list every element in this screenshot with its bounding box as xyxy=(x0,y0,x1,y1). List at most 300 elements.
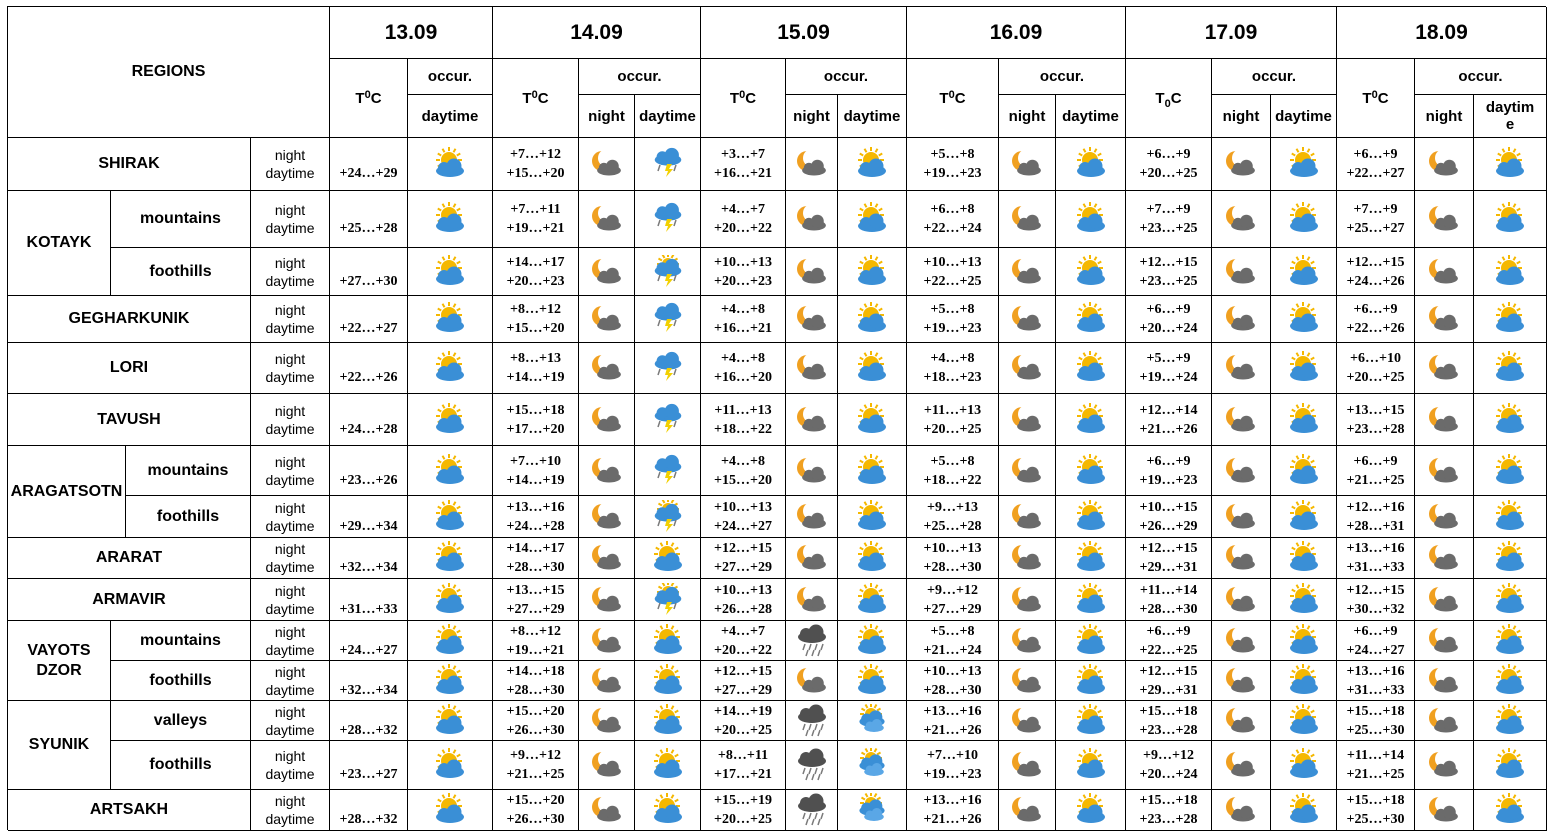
daytime-icon-16.09-cell xyxy=(1056,741,1126,790)
temp-13.09 xyxy=(330,496,408,538)
night-temp: +14…+17 xyxy=(506,541,565,556)
day-temp: +23…+26 xyxy=(339,472,398,488)
sun-cloud-icon xyxy=(1073,500,1109,534)
day-temp: +21…+24 xyxy=(923,642,982,658)
night-temp: +4…+7 xyxy=(721,202,765,217)
night-icon-17.09-cell xyxy=(1212,394,1271,446)
sun-cloud-icon xyxy=(854,202,890,236)
subregion-mountains xyxy=(111,621,251,661)
daytime-period-label: daytime xyxy=(265,165,315,181)
day-temp: +27…+29 xyxy=(506,601,565,617)
night-period-label: night xyxy=(274,623,306,640)
night-temp: +4…+7 xyxy=(721,623,765,639)
day-temp: +24…+27 xyxy=(1346,642,1405,658)
night-temp-blank xyxy=(367,662,371,681)
daytime-icon-16.09-cell xyxy=(1056,248,1126,296)
daytime-icon-13.09-cell xyxy=(408,701,493,741)
temp-15.09 xyxy=(701,538,786,579)
sun-cloud-icon xyxy=(1492,403,1528,437)
moon-cloud-icon xyxy=(1009,403,1045,437)
daytime-icon-15.09-cell xyxy=(838,343,907,394)
daytime-period-label: daytime xyxy=(265,721,315,738)
sun-cloud-icon xyxy=(1073,454,1109,488)
temp-18.09 xyxy=(1337,343,1415,394)
sun-cloud-icon xyxy=(432,147,468,181)
temp-13.09 xyxy=(330,741,408,790)
night-temp-blank xyxy=(367,622,371,641)
day-temp: +28…+30 xyxy=(1139,601,1198,617)
night-temp-blank xyxy=(367,498,371,517)
moon-cloud-icon xyxy=(1223,624,1259,658)
daytime-icon-18.09-cell xyxy=(1474,248,1547,296)
day-temp: +21…+25 xyxy=(1346,767,1405,782)
thunderstorm-icon xyxy=(650,147,686,181)
night-period-label: night xyxy=(274,302,306,318)
day-temp: +21…+26 xyxy=(1139,421,1198,437)
temp-18.09 xyxy=(1337,248,1415,296)
sun-cloud-icon xyxy=(1492,793,1528,827)
temp-18.09 xyxy=(1337,538,1415,579)
day-temp: +28…+30 xyxy=(923,560,982,575)
sun-cloud-icon xyxy=(854,255,890,289)
day-temp: +14…+19 xyxy=(506,370,565,385)
region-name-part: VAYOTS xyxy=(27,641,91,659)
subregion-name: foothills xyxy=(156,507,220,525)
day-temp: +27…+29 xyxy=(714,682,772,698)
daytime-icon-16.09-cell xyxy=(1056,496,1126,538)
period-labels xyxy=(251,661,330,701)
night-icon-15.09-cell xyxy=(786,701,838,741)
thunderstorm-icon xyxy=(650,403,686,437)
temperature-header xyxy=(701,59,786,138)
night-icon-14.09-cell xyxy=(579,248,635,296)
sun-cloud-icon xyxy=(1492,624,1528,658)
day-temp: +23…+28 xyxy=(1346,421,1405,437)
day-temp: +28…+30 xyxy=(506,682,565,698)
occurrence-label: occur. xyxy=(1039,68,1085,85)
moon-cloud-icon xyxy=(1223,403,1259,437)
daytime-period-label: daytime xyxy=(265,369,315,385)
night-icon-16.09-cell xyxy=(999,790,1056,831)
night-period-label: night xyxy=(274,793,306,809)
sun-cloud-icon xyxy=(1286,748,1322,782)
moon-cloud-icon xyxy=(794,403,830,437)
day-temp: +25…+27 xyxy=(1346,221,1405,236)
night-temp: +8…+12 xyxy=(510,623,561,639)
day-temp: +22…+25 xyxy=(1139,642,1198,658)
night-column-header xyxy=(1212,95,1271,138)
day-temp: +26…+30 xyxy=(506,722,565,738)
moon-cloud-icon xyxy=(1009,255,1045,289)
night-temp: +8…+13 xyxy=(510,351,561,366)
night-temp: +15…+18 xyxy=(1139,793,1198,808)
daytime-icon-18.09-cell xyxy=(1474,621,1547,661)
daytime-icon-14.09-cell xyxy=(635,538,701,579)
temp-18.09 xyxy=(1337,790,1415,831)
night-temp: +11…+14 xyxy=(1139,582,1198,598)
moon-cloud-icon xyxy=(1009,500,1045,534)
daytime-icon-15.09-cell xyxy=(838,741,907,790)
night-icon-14.09-cell xyxy=(579,138,635,191)
temp-14.09 xyxy=(493,296,579,343)
temp-15.09 xyxy=(701,191,786,248)
day-temp: +20…+24 xyxy=(1139,321,1198,336)
night-icon-14.09-cell xyxy=(579,394,635,446)
sun-cloud-icon xyxy=(1492,351,1528,385)
daytime-period-label: daytime xyxy=(265,559,315,575)
sun-cloud-icon xyxy=(854,454,890,488)
daytime-label: daytime xyxy=(1062,107,1119,125)
day-temp: +20…+23 xyxy=(714,273,772,289)
moon-cloud-icon xyxy=(1009,704,1045,738)
night-temp: +15…+18 xyxy=(1346,793,1405,808)
sun-cloud-icon xyxy=(1073,704,1109,738)
moon-cloud-icon xyxy=(1223,664,1259,698)
sun-cloud-icon xyxy=(1492,147,1528,181)
moon-cloud-icon xyxy=(1009,793,1045,827)
night-temp-blank xyxy=(367,791,371,810)
temp-15.09 xyxy=(701,138,786,191)
daytime-icon-15.09-cell xyxy=(838,296,907,343)
day-temp: +29…+34 xyxy=(339,518,398,534)
daytime-icon-18.09-cell xyxy=(1474,661,1547,701)
night-icon-14.09-cell xyxy=(579,191,635,248)
region-name: ARMAVIR xyxy=(92,590,166,608)
period-labels xyxy=(251,496,330,538)
daytime-column-header xyxy=(1271,95,1337,138)
temperature-header xyxy=(493,59,579,138)
rain-cloud-icon xyxy=(794,624,830,658)
region-lori xyxy=(8,343,251,394)
moon-cloud-icon xyxy=(1223,500,1259,534)
night-temp: +6…+9 xyxy=(1353,302,1398,317)
night-temp: +7…+12 xyxy=(510,147,561,162)
moon-cloud-icon xyxy=(589,147,625,181)
region-shirak xyxy=(8,138,251,191)
night-icon-18.09-cell xyxy=(1415,446,1474,496)
moon-cloud-icon xyxy=(1009,748,1045,782)
period-labels xyxy=(251,296,330,343)
temp-15.09 xyxy=(701,296,786,343)
daytime-icon-13.09-cell xyxy=(408,579,493,621)
date-header-15.09 xyxy=(701,7,907,59)
temp-18.09 xyxy=(1337,661,1415,701)
night-icon-18.09-cell xyxy=(1415,191,1474,248)
day-temp: +29…+31 xyxy=(1139,682,1198,698)
sun-cloud-icon xyxy=(650,541,686,575)
daytime-icon-18.09-cell xyxy=(1474,138,1547,191)
daytime-period-label: daytime xyxy=(265,600,315,617)
temp-17.09 xyxy=(1126,538,1212,579)
temperature-unit: $T^0C$ xyxy=(729,88,757,107)
night-temp: +4…+8 xyxy=(721,302,765,317)
sun-cloud-icon xyxy=(854,403,890,437)
night-temp: +6…+10 xyxy=(1350,351,1401,366)
night-temp: +12…+15 xyxy=(714,663,772,679)
day-temp: +25…+28 xyxy=(339,221,398,236)
daytime-icon-14.09-cell xyxy=(635,248,701,296)
date-header-17.09 xyxy=(1126,7,1337,59)
day-temp: +23…+25 xyxy=(1139,273,1198,289)
daytime-label: daytime xyxy=(843,107,901,125)
moon-cloud-icon xyxy=(1426,454,1462,488)
night-period-label: night xyxy=(274,748,306,764)
temp-17.09 xyxy=(1126,138,1212,191)
night-icon-18.09-cell xyxy=(1415,538,1474,579)
sun-cloud-rain-icon xyxy=(854,748,890,782)
night-period-label: night xyxy=(274,254,306,271)
subregion-foothills xyxy=(111,661,251,701)
temp-18.09 xyxy=(1337,138,1415,191)
night-label: night xyxy=(1222,107,1260,125)
daytime-icon-18.09-cell xyxy=(1474,296,1547,343)
temp-14.09 xyxy=(493,191,579,248)
night-icon-18.09-cell xyxy=(1415,248,1474,296)
sun-cloud-icon xyxy=(1492,202,1528,236)
moon-cloud-icon xyxy=(794,583,830,617)
daytime-label: daytime xyxy=(639,107,696,125)
daytime-icon-14.09-cell xyxy=(635,191,701,248)
sun-cloud-icon xyxy=(854,302,890,336)
temp-18.09 xyxy=(1337,496,1415,538)
region-gegharkunik xyxy=(8,296,251,343)
date-label: 18.09 xyxy=(1415,20,1468,44)
region-artsakh xyxy=(8,790,251,831)
daytime-icon-14.09-cell xyxy=(635,661,701,701)
moon-cloud-icon xyxy=(794,500,830,534)
daytime-icon-17.09-cell xyxy=(1271,191,1337,248)
temp-18.09 xyxy=(1337,701,1415,741)
temp-16.09 xyxy=(907,661,999,701)
sun-cloud-icon xyxy=(1073,664,1109,698)
occurrence-header xyxy=(408,59,493,95)
temp-18.09 xyxy=(1337,191,1415,248)
period-labels xyxy=(251,579,330,621)
daytime-icon-15.09-cell xyxy=(838,394,907,446)
night-temp-blank xyxy=(367,145,371,164)
moon-cloud-icon xyxy=(1426,583,1462,617)
temp-17.09 xyxy=(1126,296,1212,343)
day-temp: +23…+27 xyxy=(339,767,398,782)
region-name: LORI xyxy=(109,359,149,376)
daytime-icon-14.09-cell xyxy=(635,701,701,741)
night-period-label: night xyxy=(274,499,306,516)
daytime-icon-17.09-cell xyxy=(1271,394,1337,446)
moon-cloud-icon xyxy=(1426,748,1462,782)
night-temp: +14…+19 xyxy=(714,703,772,719)
daytime-icon-16.09-cell xyxy=(1056,343,1126,394)
subregion-name: mountains xyxy=(147,461,229,479)
sun-cloud-icon xyxy=(432,255,468,289)
subregion-mountains xyxy=(126,446,251,496)
temp-14.09 xyxy=(493,496,579,538)
temp-15.09 xyxy=(701,701,786,741)
region-name: SYUNIK xyxy=(28,736,90,753)
night-temp-blank xyxy=(367,401,371,420)
daytime-icon-18.09-cell xyxy=(1474,790,1547,831)
daytime-icon-15.09-cell xyxy=(838,138,907,191)
occurrence-header xyxy=(579,59,701,95)
region-name: KOTAYK xyxy=(26,234,92,251)
daytime-icon-14.09-cell xyxy=(635,296,701,343)
thunderstorm-icon xyxy=(650,302,686,336)
night-icon-17.09-cell xyxy=(1212,496,1271,538)
occurrence-label: occur. xyxy=(1251,68,1297,85)
night-icon-15.09-cell xyxy=(786,790,838,831)
temp-15.09 xyxy=(701,661,786,701)
day-temp: +15…+20 xyxy=(506,321,565,336)
region-syunik xyxy=(8,701,111,790)
temp-14.09 xyxy=(493,579,579,621)
night-icon-17.09-cell xyxy=(1212,296,1271,343)
night-temp: +9…+12 xyxy=(927,582,978,598)
night-temp: +10…+13 xyxy=(714,254,772,270)
daytime-label-part: daytim xyxy=(1485,99,1535,116)
day-temp: +25…+30 xyxy=(1346,722,1405,738)
night-temp: +6…+9 xyxy=(1146,623,1191,639)
rain-cloud-icon xyxy=(794,704,830,738)
day-temp: +24…+28 xyxy=(339,421,398,437)
night-temp: +13…+16 xyxy=(1346,663,1405,679)
day-temp: +23…+25 xyxy=(1139,221,1198,236)
day-temp: +29…+31 xyxy=(1139,560,1198,575)
temperature-unit: $T_0C$ xyxy=(1155,89,1182,110)
night-icon-14.09-cell xyxy=(579,790,635,831)
temp-14.09 xyxy=(493,248,579,296)
sun-cloud-icon xyxy=(1286,351,1322,385)
temp-13.09 xyxy=(330,138,408,191)
moon-cloud-icon xyxy=(589,454,625,488)
sun-cloud-icon xyxy=(1286,664,1322,698)
region-armavir xyxy=(8,579,251,621)
moon-cloud-icon xyxy=(1426,147,1462,181)
night-temp: +6…+8 xyxy=(930,202,975,217)
temp-17.09 xyxy=(1126,741,1212,790)
period-labels xyxy=(251,394,330,446)
night-icon-17.09-cell xyxy=(1212,446,1271,496)
night-temp: +13…+15 xyxy=(506,582,565,598)
sun-cloud-icon xyxy=(1286,147,1322,181)
sun-cloud-icon xyxy=(432,664,468,698)
night-icon-16.09-cell xyxy=(999,621,1056,661)
moon-cloud-icon xyxy=(1223,583,1259,617)
day-temp: +23…+28 xyxy=(1139,722,1198,738)
night-icon-18.09-cell xyxy=(1415,621,1474,661)
moon-cloud-icon xyxy=(1223,147,1259,181)
region-name-part: DZOR xyxy=(36,661,82,679)
daytime-icon-14.09-cell xyxy=(635,741,701,790)
night-icon-14.09-cell xyxy=(579,343,635,394)
temp-13.09 xyxy=(330,296,408,343)
daytime-period-label: daytime xyxy=(265,641,315,658)
occurrence-label: occur. xyxy=(427,68,473,85)
night-temp: +5…+8 xyxy=(930,302,975,317)
moon-cloud-icon xyxy=(1223,255,1259,289)
temp-14.09 xyxy=(493,790,579,831)
moon-cloud-icon xyxy=(794,351,830,385)
day-temp: +32…+34 xyxy=(339,560,398,575)
daytime-icon-15.09-cell xyxy=(838,191,907,248)
day-temp: +31…+33 xyxy=(1346,560,1405,575)
moon-cloud-icon xyxy=(1426,664,1462,698)
temp-17.09 xyxy=(1126,496,1212,538)
region-name: ARAGATSOTN xyxy=(10,482,123,500)
sun-cloud-icon xyxy=(854,664,890,698)
moon-cloud-icon xyxy=(794,664,830,698)
moon-cloud-icon xyxy=(1223,748,1259,782)
day-temp: +31…+33 xyxy=(1346,682,1405,698)
night-temp: +7…+10 xyxy=(927,748,978,763)
region-name: SHIRAK xyxy=(98,155,160,172)
temp-16.09 xyxy=(907,538,999,579)
moon-cloud-icon xyxy=(1223,793,1259,827)
sun-cloud-icon xyxy=(1286,624,1322,658)
temp-18.09 xyxy=(1337,394,1415,446)
day-temp: +18…+22 xyxy=(714,421,772,437)
temp-16.09 xyxy=(907,343,999,394)
night-temp-blank xyxy=(367,349,371,368)
day-temp: +27…+29 xyxy=(714,560,772,575)
night-label: night xyxy=(1008,107,1046,125)
temp-14.09 xyxy=(493,621,579,661)
period-labels xyxy=(251,446,330,496)
night-icon-16.09-cell xyxy=(999,579,1056,621)
thunderstorm-icon xyxy=(650,202,686,236)
night-icon-15.09-cell xyxy=(786,741,838,790)
temperature-unit: $T^0C$ xyxy=(355,88,382,107)
daytime-icon-18.09-cell xyxy=(1474,496,1547,538)
sun-cloud-icon xyxy=(1492,500,1528,534)
subregion-name: valleys xyxy=(153,711,208,729)
date-label: 14.09 xyxy=(570,20,623,44)
temp-14.09 xyxy=(493,701,579,741)
temp-15.09 xyxy=(701,496,786,538)
regions-header xyxy=(8,7,330,138)
daytime-icon-18.09-cell xyxy=(1474,446,1547,496)
sun-cloud-icon xyxy=(432,541,468,575)
moon-cloud-icon xyxy=(1009,454,1045,488)
sun-cloud-icon xyxy=(1286,793,1322,827)
night-icon-16.09-cell xyxy=(999,701,1056,741)
day-temp: +28…+31 xyxy=(1346,518,1405,534)
night-temp: +10…+13 xyxy=(923,254,982,270)
daytime-icon-17.09-cell xyxy=(1271,790,1337,831)
night-icon-15.09-cell xyxy=(786,496,838,538)
sun-cloud-icon xyxy=(432,202,468,236)
sun-cloud-icon xyxy=(432,302,468,336)
night-icon-15.09-cell xyxy=(786,661,838,701)
day-temp: +22…+27 xyxy=(1346,166,1405,181)
day-temp: +20…+25 xyxy=(714,812,772,827)
temp-15.09 xyxy=(701,394,786,446)
daytime-icon-16.09-cell xyxy=(1056,790,1126,831)
period-labels xyxy=(251,538,330,579)
night-temp-blank xyxy=(367,539,371,558)
temp-13.09 xyxy=(330,661,408,701)
occurrence-label: occur. xyxy=(1458,68,1503,85)
sun-cloud-icon xyxy=(1286,541,1322,575)
temp-18.09 xyxy=(1337,579,1415,621)
daytime-icon-14.09-cell xyxy=(635,496,701,538)
night-icon-16.09-cell xyxy=(999,741,1056,790)
night-temp: +4…+8 xyxy=(930,351,975,366)
day-temp: +19…+23 xyxy=(1139,472,1198,488)
sun-cloud-icon xyxy=(854,541,890,575)
night-icon-18.09-cell xyxy=(1415,394,1474,446)
day-temp: +19…+21 xyxy=(506,221,565,236)
daytime-icon-18.09-cell xyxy=(1474,343,1547,394)
night-temp: +6…+9 xyxy=(1146,147,1191,162)
